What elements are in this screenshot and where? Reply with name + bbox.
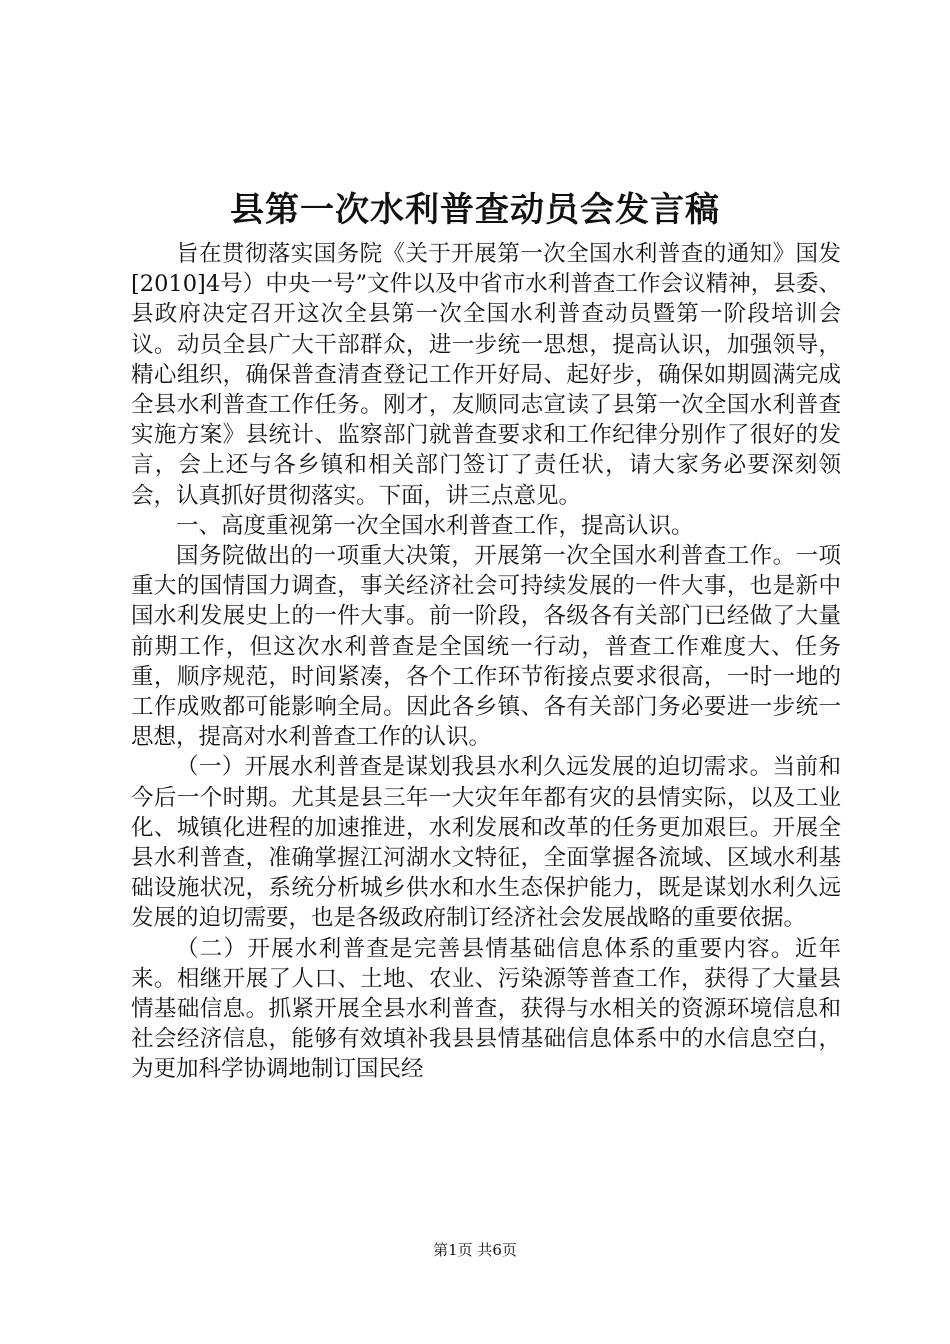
document-title: 县第一次水利普查动员会发言稿 (230, 190, 720, 230)
section-heading: 一、高度重视第一次全国水利普查工作，提高认识。 (176, 512, 694, 539)
document-body (131, 239, 841, 1085)
page-number: 第1页 共6页 (433, 1241, 517, 1259)
paragraph: 旨在贯彻落实国务院《关于开展第一次全国水利普查的通知》国发[2010]4号）中央一号”文件以及中省市水利普查工作会议精神，县委、县政府决定召开这次全县第一次全国水利普查动员暨第一阶段培训会议。动员全县广大干部群众，进一步统一思想，提高认识，加强领导，精心组织，确保普查清查登记工作开好局、起好步，确保如期圆满完成全县水利普查工作任务。刚才，友顺同志宣读了县第一次全国水利普查实施方案》县统计、监察部门就普查要求和工作纪律分别作了很好的发言，会上还与各乡镇和相关部门签订了责任状，请大家务必要深刻领会，认真抓好贯彻落实。下面，讲三点意见。 (131, 241, 841, 509)
paragraph: 国务院做出的一项重大决策，开展第一次全国水利普查工作。一项重大的国情国力调查，事关经济社会可持续发展的一件大事，也是新中国水利发展史上的一件大事。前一阶段，各级各有关部门已经做了大量前期工作，但这次水利普查是全国统一行动，普查工作难度大、任务重，顺序规范，时间紧凑，各个工作环节衔接点要求很高，一时一地的工作成败都可能影响全局。因此各乡镇、各有关部门务必要进一步统一思想，提高对水利普查工作的认识。 (131, 543, 841, 751)
paragraph: （二）开展水利普查是完善县情基础信息体系的重要内容。近年来。相继开展了人口、土地、农业、污染源等普查工作，获得了大量县情基础信息。抓紧开展全县水利普查，获得与水相关的资源环境信息和社会经济信息，能够有效填补我县县情基础信息体系中的水信息空白，为更加科学协调地制订国民经 (131, 935, 841, 1083)
paragraph: （一）开展水利普查是谋划我县水利久远发展的迫切需求。当前和今后一个时期。尤其是县三年一大灾年年都有灾的县情实际，以及工业化、城镇化进程的加速推进，水利发展和改革的任务更加艰巨。开展全县水利普查，准确掌握江河湖水文特征，全面掌握各流域、区域水利基础设施状况，系统分析城乡供水和水生态保护能力，既是谋划水利久远发展的迫切需要，也是各级政府制订经济社会发展战略的重要依据。 (131, 754, 841, 932)
